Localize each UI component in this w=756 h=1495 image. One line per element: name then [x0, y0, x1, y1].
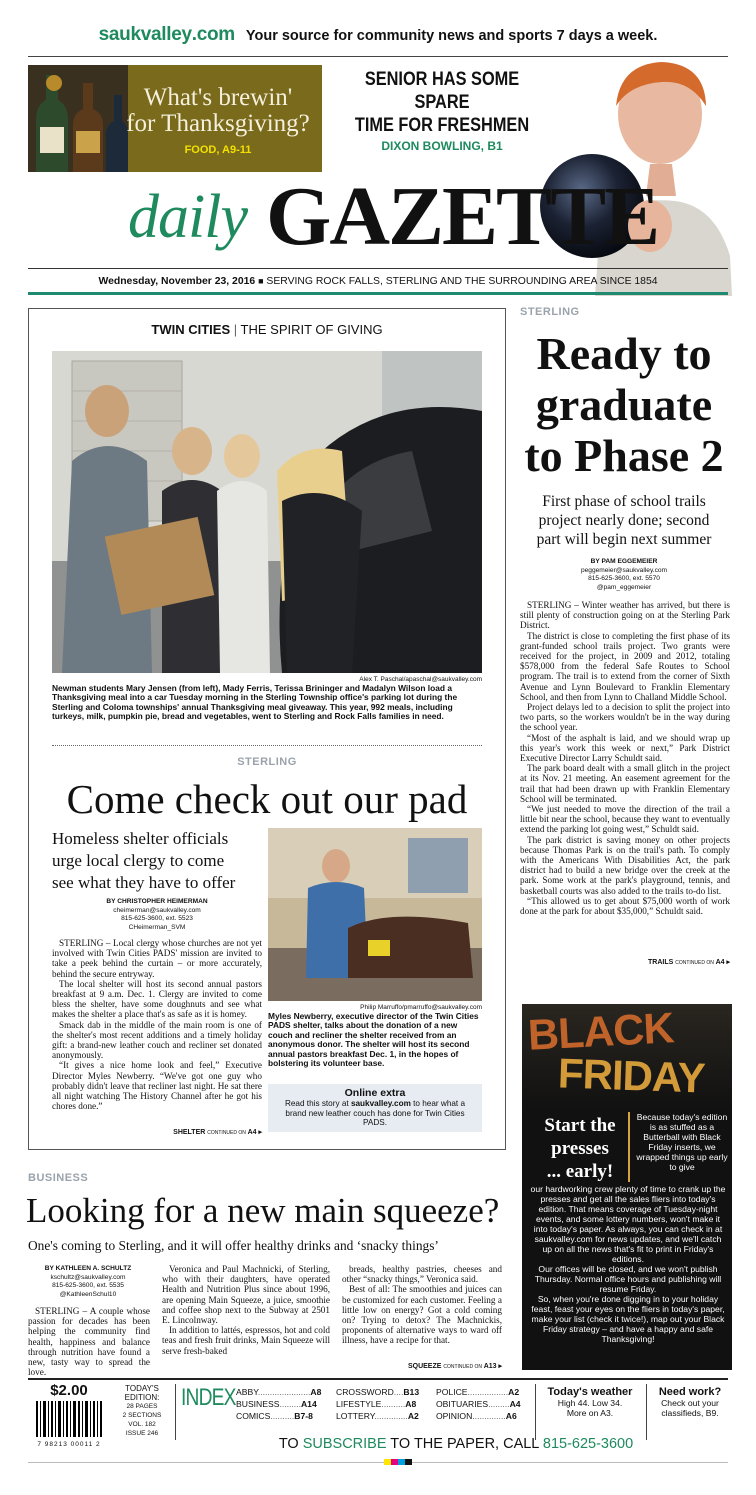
- newberry-photo-credit: Philip Marruffo/pmarruffo@saukvalley.com: [360, 1004, 482, 1011]
- black-friday-full-text: our hardworking crew plenty of time to crank up the presses and get all the sales fliers into today's edition. That means coverage of Tuesday-night events, and some lottery numbers, won't make it into today's paper. As always, you can check in at saukvalley.com for news updates, and we'll catch up on all the news that's fit to print in Friday's editions. Our offices will be closed, and we won't publish Thursday. Normal office hours and publishing will resume Friday. So, when you're done digging in to your holiday feast, feast your eyes on the fliers in today's paper, make your list (check it twice!), map out your Black Friday strategy – and have a happy and safe Thanksgiving!: [530, 1184, 726, 1344]
- phase2-continued[interactable]: TRAILS CONTINUED ON A4 ▸: [648, 959, 730, 966]
- weather-divider: [646, 1384, 647, 1440]
- site-name[interactable]: saukvalley.com: [98, 24, 235, 45]
- phase2-headline[interactable]: Ready to graduate to Phase 2: [524, 328, 724, 481]
- business-continued[interactable]: SQUEEZE CONTINUED ON A13 ▸: [407, 1363, 502, 1370]
- serving-area: SERVING ROCK FALLS, STERLING AND THE SURROUNDING AREA SINCE 1854: [266, 276, 658, 287]
- newman-photo-credit: Alex T. Paschal/apaschal@saukvalley.com: [359, 676, 482, 683]
- footer-rule: [28, 1378, 728, 1380]
- top-bar: [0, 24, 756, 50]
- index-item-abby[interactable]: ABBY......................A8: [236, 1387, 322, 1397]
- business-kicker: BUSINESS: [28, 1172, 89, 1184]
- barcode: [28, 1401, 110, 1441]
- dateline: Wednesday, November 23, 2016 ■ SERVING ROCK FALLS, STERLING AND THE SURROUNDING AREA SINCE 1854: [98, 276, 658, 287]
- index-item-lifestyle[interactable]: LIFESTYLE..........A8: [336, 1399, 417, 1409]
- promo-title: What's brewin' for Thanksgiving?: [126, 84, 310, 137]
- twin-cities-header: TWIN CITIES | THE SPIRIT OF GIVING: [151, 322, 383, 337]
- phase2-deck: First phase of school trails project nearly done; second part will begin next summer: [536, 493, 712, 548]
- promo-bowling-headline: SENIOR HAS SOME SPARE TIME FOR FRESHMEN: [354, 69, 530, 136]
- masthead-gazette: GAZETTE: [266, 170, 659, 263]
- business-col3: breads, healthy pastries, cheeses and other “snacky things,” Veronica said. Best of all: The smoothies and juices can be customized for each customer. Feeling a little low on energy? Got a cold coming on? Trying to detox? The Machnickis, proponents of alternative ways to ward off illness, have a recipe for that.: [342, 1264, 502, 1346]
- black-friday-graphic: [522, 1004, 732, 1108]
- newberry-photo-art: [268, 828, 482, 1001]
- teal-rule: [28, 292, 728, 295]
- color-registration-marks: [384, 1459, 412, 1465]
- index-item-comics[interactable]: COMICS..........B7-8: [236, 1411, 313, 1421]
- index-grid: [236, 1386, 532, 1422]
- index-item-crossword[interactable]: CROSSWORD....B13: [336, 1387, 420, 1397]
- price: $2.00: [50, 1382, 88, 1399]
- business-col1: STERLING – A couple whose passion for decades has been helping the community find health, happiness and balance through nutrition have found a new, tasty way to spread the love.: [28, 1306, 150, 1378]
- pad-body: STERLING – Local clergy whose churches are not yet involved with Twin Cities PADS' mission are invited to take a peek behind the curtain – or more accurately, behind the secure entryway. The local shelter will host its second annual pastors breakfast at 9 a.m. Dec. 1. Clergy are invited to come bless the shelter, have some doughnuts and see what makes the shelter a place that's as safe as it is homey. Smack dab in the middle of the main room is one of the shelter's most recent additions and a timely holiday gift: a brand-new leather couch and recliner set donated anonymously. “It gives a nice home look and feel,” Executive Director Myles Newberry. “We've got one guy who probably didn't leave that recliner last night. He sat there all night watching The History Channel after he got his chores done.”: [52, 938, 262, 1112]
- masthead-daily: daily: [128, 183, 247, 251]
- index-item-obituaries[interactable]: OBITUARIES.........A4: [436, 1399, 521, 1409]
- business-col2: Veronica and Paul Machnicki, of Sterling, who with their daughters, have operated Health and Nutrition Plus since about 1996, are opening Main Squeeze, a juice, smoothie and coffee shop next to the Subway at 2501 E. Lincolnway. In addition to lattés, espressos, hot and cold teas and fresh fruit drinks, Main Squeeze will serve fresh-baked: [162, 1264, 330, 1356]
- pad-deck: Homeless shelter officials urge local clergy to come see what they have to offer: [52, 829, 236, 892]
- promo-thanksgiving[interactable]: [28, 65, 322, 172]
- black-friday-box[interactable]: [522, 1004, 732, 1370]
- index-item-police[interactable]: POLICE.................A2: [436, 1387, 520, 1397]
- index-item-business[interactable]: BUSINESS.........A14: [236, 1399, 317, 1409]
- black-friday-word1: BLACK: [526, 1004, 675, 1060]
- newman-students-photo: [52, 351, 482, 673]
- box-divider: [52, 745, 482, 746]
- online-extra-title: Online extra: [344, 1087, 406, 1099]
- tagline: Your source for community news and sports 7 days a week.: [245, 28, 658, 44]
- promo-section: FOOD, A9-11: [184, 144, 252, 156]
- newman-photo-art: [52, 351, 482, 673]
- business-byline: BY KATHLEEN A. SCHULTZ kschultz@saukvalley.com 815-625-3600, ext. 5535 @KathleenSchul10: [44, 1265, 132, 1298]
- black-friday-wrap-text: Because today's edition is as stuffed as a Butterball with Black Friday inserts, we wrapped things up early to give: [636, 1112, 728, 1172]
- index-item-opinion[interactable]: OPINION..............A6: [436, 1411, 517, 1421]
- need-work-box[interactable]: Need work? Check out your classifieds, B9.: [648, 1386, 732, 1418]
- start-presses: Start the presses ... early!: [544, 1115, 616, 1182]
- business-headline[interactable]: Looking for a new main squeeze?: [26, 1191, 500, 1230]
- weather-title: Today's weather: [547, 1386, 633, 1398]
- index-label: INDEX: [181, 1384, 236, 1411]
- masthead-logo[interactable]: [128, 168, 688, 264]
- weather-box[interactable]: Today's weather High 44. Low 34. More on A3.: [538, 1386, 642, 1418]
- black-friday-word2: FRIDAY: [557, 1049, 706, 1102]
- price-block: [28, 1382, 110, 1456]
- pad-kicker: STERLING: [237, 756, 297, 768]
- edition-divider: [175, 1384, 176, 1440]
- edition-info: TODAY'S EDITION: 28 PAGES 2 SECTIONS VOL. 182 ISSUE 246: [122, 1384, 162, 1437]
- issue-date: Wednesday, November 23, 2016: [98, 276, 256, 287]
- pad-byline: BY CHRISTOPHER HEIMERMAN cheimerman@saukvalley.com 815-625-3600, ext. 5523 CHeimerman_SVM: [106, 898, 208, 931]
- barcode-digits: 7 98213 00011 2: [37, 1441, 101, 1448]
- pad-continued[interactable]: SHELTER CONTINUED ON A4 ▸: [173, 1129, 262, 1136]
- online-extra-text: Read this story at saukvalley.com to hear what a brand new leather couch has done for Twin Cities PADS.: [284, 1099, 466, 1128]
- online-extra-box[interactable]: [268, 1084, 482, 1132]
- promo-bowling[interactable]: [322, 68, 562, 153]
- index-item-lottery[interactable]: LOTTERY..............A2: [336, 1411, 419, 1421]
- promo-bowling-section: DIXON BOWLING, B1: [381, 139, 503, 153]
- subscribe-line[interactable]: TO SUBSCRIBE TO THE PAPER, CALL 815-625-3600: [278, 1436, 634, 1452]
- pad-headline[interactable]: Come check out our pad: [66, 776, 468, 822]
- phase2-body: STERLING – Winter weather has arrived, but there is still plenty of construction going on at the Sterling Park District. The district is close to completing the first phase of its grant-funded school trails project. Two grants were received for the project, in 2009 and 2012, totaling $578,000 from the federal Safe Routes to School program. The trail is to extend from the corner of Sixth Avenue and Lynn Boulevard to Franklin Elementary School, and then from Lynn to Challand Middle School. Project delays led to a decision to split the project into two parts, so the workers wouldn't be in the way during the school year. “Most of the asphalt is laid, and we should wrap up this year's work this week or next,” Park District Executive Director Larry Schuldt said. The park board dealt with a small glitch in the project at its Nov. 21 meeting. An easement agreement for the trail that had been drawn up with Franklin Elementary School will be terminated. “We just needed to move the direction of the trail a little bit near the school, because they want to eventually extend the parking lot going west,” Schuldt said. The park district is saving money on other projects because Thomas Park is on the trail's path. To comply with the Americans With Disabilities Act, the park district had to build a new bridge over the creek at the park. Some work at the park's playground, tennis, and basketball courts was also added to the trails to-do list. “This allowed us to get about $75,000 worth of work done at the park for about $35,000,” Schuldt said.: [520, 600, 730, 917]
- phase2-kicker: STERLING: [520, 306, 580, 318]
- black-friday-divider: [628, 1112, 630, 1182]
- newman-photo-caption: Newman students Mary Jensen (from left), Mady Ferris, Terissa Brininger and Madalyn Wilson load a Thanksgiving meal into a car Tuesday morning in the Sterling Township office's parking lot during the Sterling and Coloma townships' annual Thanksgiving meal giveaway. This year, 992 meals, including turkeys, milk, pumpkin pie, bread and vegetables, went to Sterling and Rock Falls families in need.: [52, 683, 458, 722]
- need-work-title: Need work?: [658, 1386, 722, 1398]
- business-deck: One's coming to Sterling, and it will offer healthy drinks and ‘snacky things’: [28, 1238, 439, 1253]
- newberry-photo-caption: Myles Newberry, executive director of the Twin Cities PADS shelter, talks about the donation of a new couch and recliner the shelter received from an anonymous donor. The shelter will host its second annual pastors breakfast Dec. 1, in the hopes of bolstering its volunteer base.: [268, 1011, 479, 1069]
- newberry-photo: [268, 828, 482, 1001]
- phase2-byline: BY PAM EGGEMEIER peggemeier@saukvalley.com 815-625-3600, ext. 5570 @pam_eggemeier: [580, 558, 668, 591]
- index-divider: [535, 1384, 536, 1440]
- masthead-rule: [28, 268, 728, 269]
- registration-line: [28, 1462, 728, 1463]
